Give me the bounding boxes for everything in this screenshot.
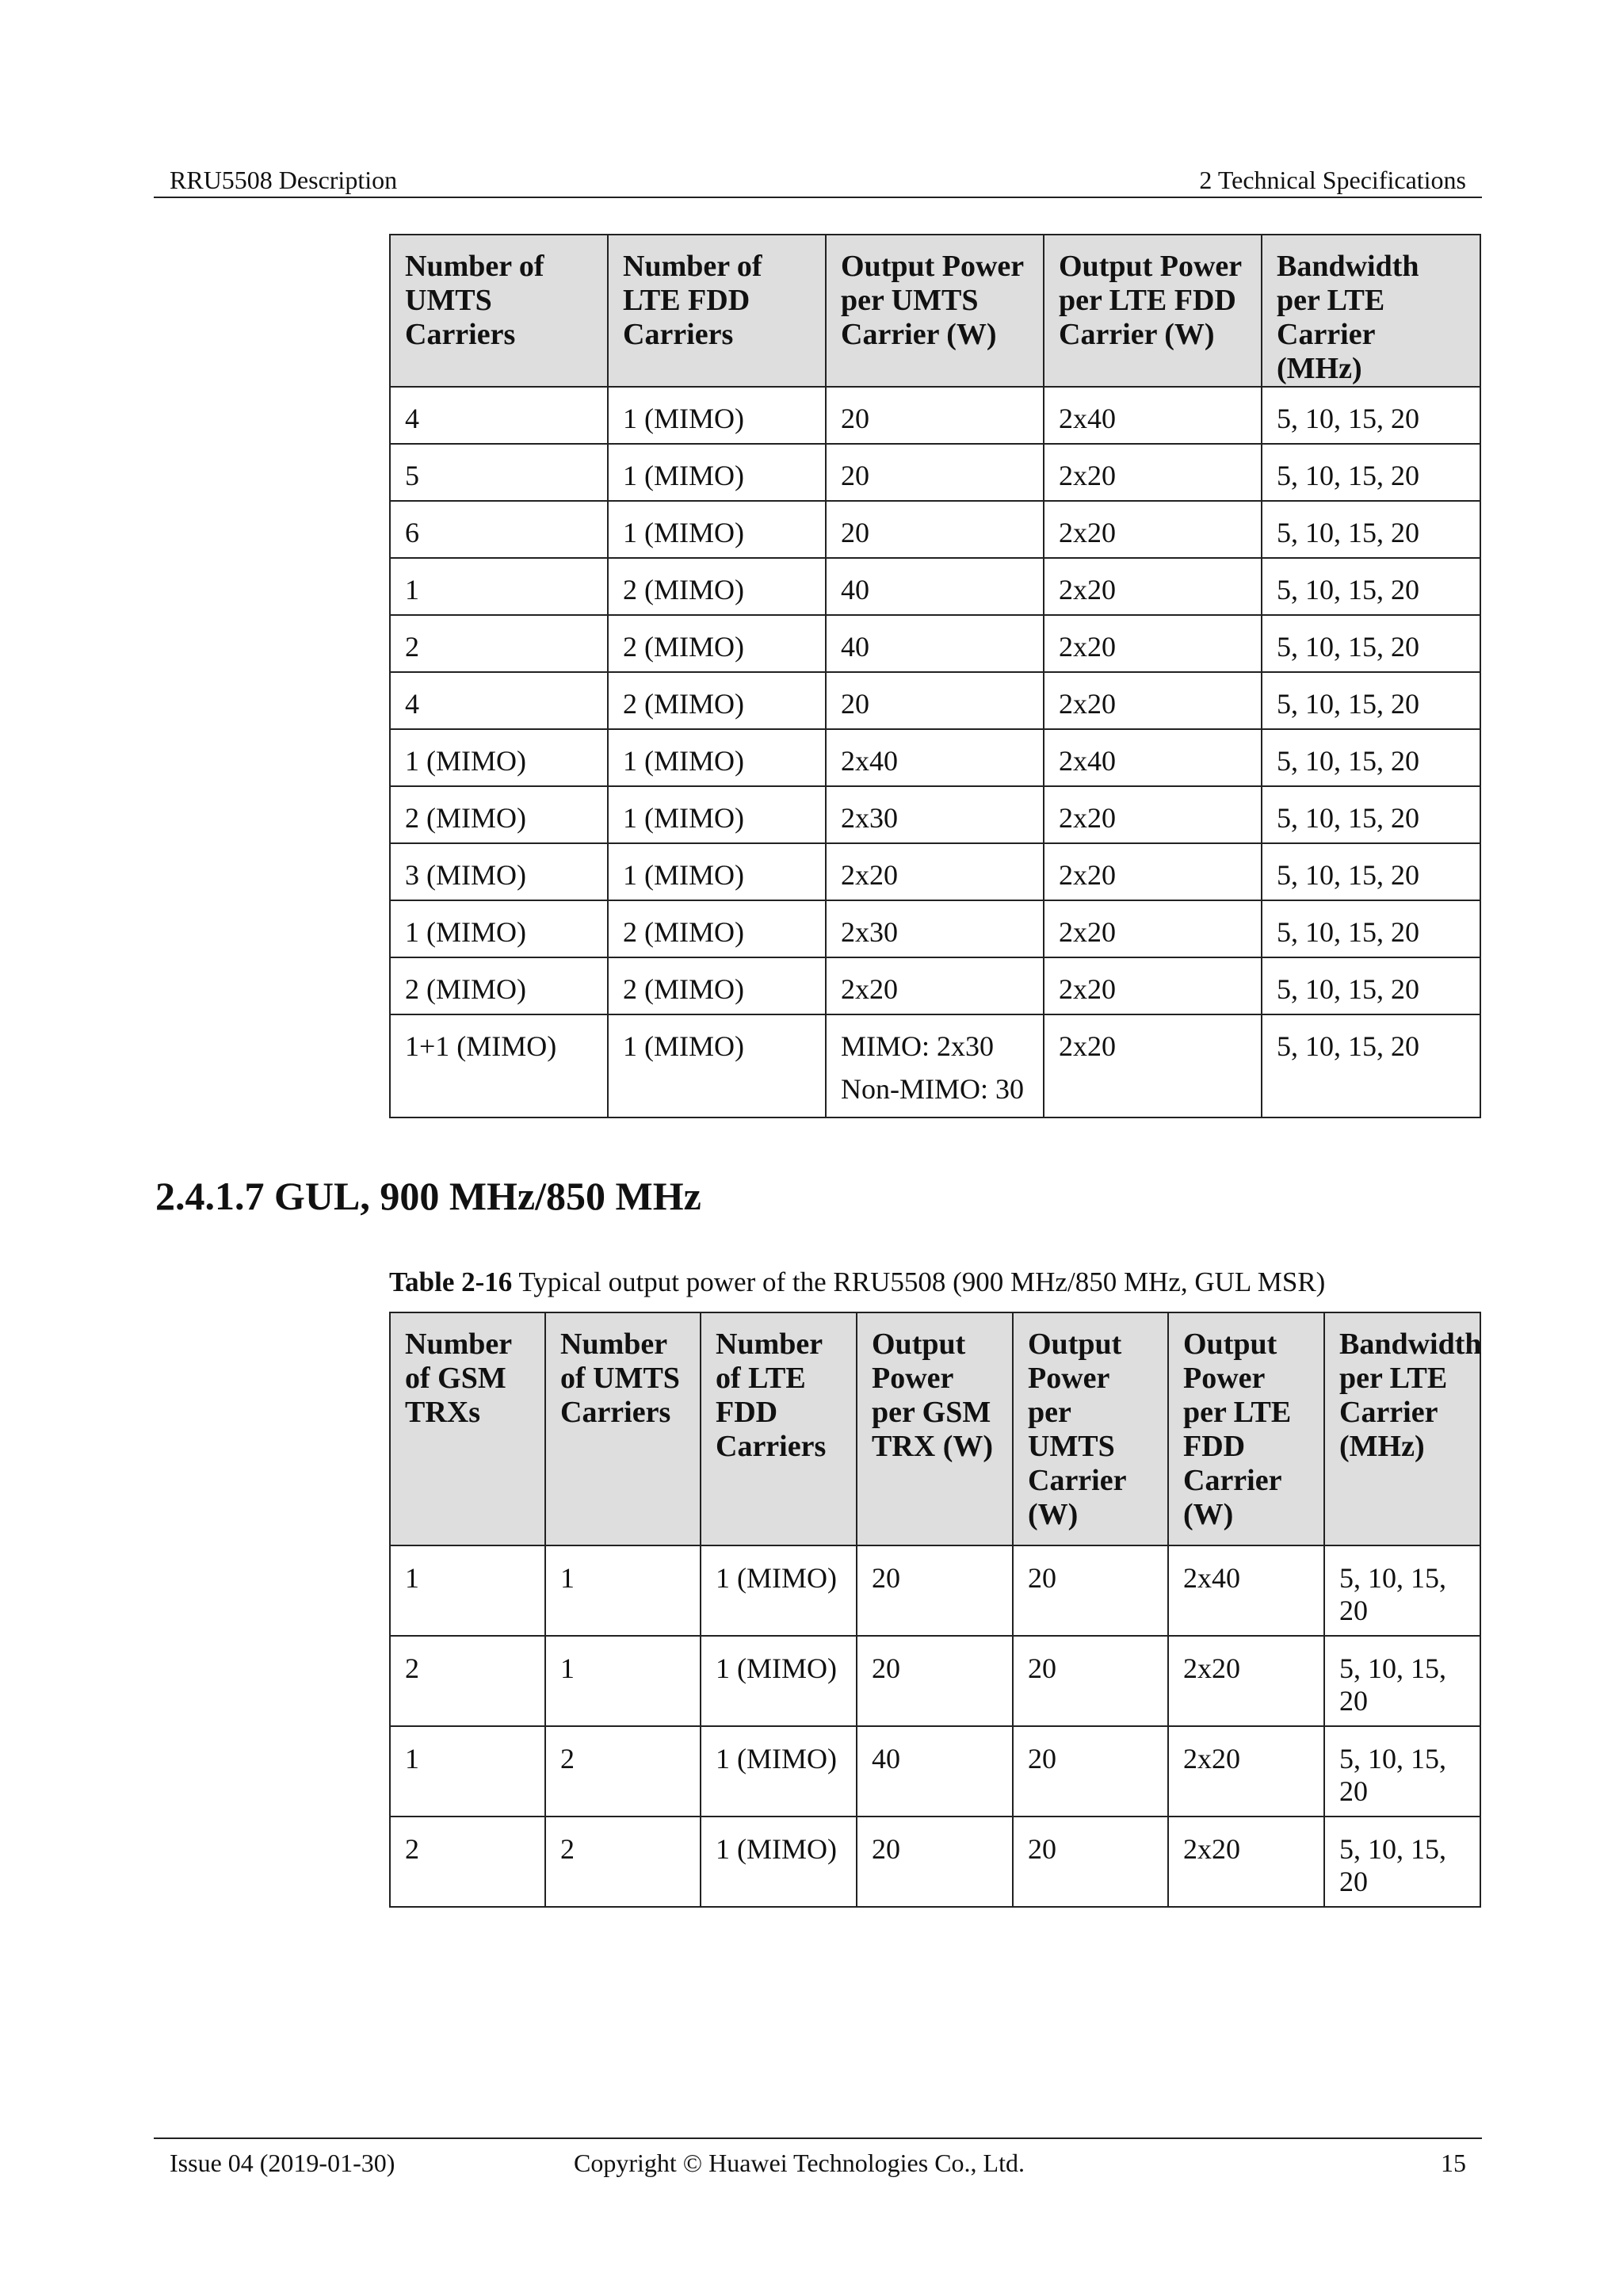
table-cell: 1 (MIMO): [608, 444, 826, 501]
table-cell: 20: [1013, 1817, 1168, 1907]
table-cell: 5, 10, 15, 20: [1262, 957, 1480, 1014]
table-cell: 2x20: [826, 843, 1044, 900]
table-row: [390, 1545, 1480, 1636]
table-cell: 2x20: [1044, 672, 1262, 729]
table-cell: 1 (MIMO): [608, 501, 826, 558]
table-cell: 1: [390, 1726, 545, 1817]
table-cell: 1 (MIMO): [390, 900, 608, 957]
table-cell: 20: [826, 672, 1044, 729]
table-cell: 2: [545, 1817, 701, 1907]
table-caption: [389, 1266, 1325, 1298]
table-cell: 20: [1013, 1726, 1168, 1817]
table-cell: 1 (MIMO): [608, 387, 826, 444]
issue-date: Issue 04 (2019-01-30): [170, 2149, 395, 2177]
column-header: Number of UMTS Carriers: [545, 1312, 701, 1545]
table-cell: 2 (MIMO): [608, 957, 826, 1014]
table-cell: 4: [390, 387, 608, 444]
table-cell: 5, 10, 15, 20: [1262, 558, 1480, 615]
table-cell: 2 (MIMO): [608, 558, 826, 615]
table-cell: 2x30: [826, 900, 1044, 957]
umts-lte-output-power-table: [389, 234, 1481, 1118]
column-header: Output Power per GSM TRX (W): [857, 1312, 1013, 1545]
table-cell: 2x20: [1044, 558, 1262, 615]
column-header: Output Power per UMTS Carrier (W): [826, 235, 1044, 387]
table-cell: 2x20: [1044, 843, 1262, 900]
table-row: [390, 444, 1480, 501]
table-cell: 2: [390, 615, 608, 672]
table-cell: 5, 10, 15, 20: [1324, 1817, 1480, 1907]
column-header: Number of UMTS Carriers: [390, 235, 608, 387]
table-row: [390, 501, 1480, 558]
table-cell: 6: [390, 501, 608, 558]
table-cell: 5, 10, 15, 20: [1262, 672, 1480, 729]
table-cell: 1 (MIMO): [608, 786, 826, 843]
table-row: [390, 786, 1480, 843]
table-cell: 2x20: [1044, 900, 1262, 957]
table-cell: 2x20: [1044, 1014, 1262, 1117]
column-header: Output Power per LTE FDD Carrier (W): [1044, 235, 1262, 387]
table-cell: 5, 10, 15, 20: [1324, 1726, 1480, 1817]
column-header: Number of LTE FDD Carriers: [608, 235, 826, 387]
table-cell: 20: [857, 1817, 1013, 1907]
table-row: [390, 1636, 1480, 1726]
page-footer: [154, 2137, 1482, 2177]
table-cell: 5, 10, 15, 20: [1262, 900, 1480, 957]
table-row: [390, 672, 1480, 729]
table-cell: 20: [857, 1545, 1013, 1636]
table-cell: 5, 10, 15, 20: [1324, 1545, 1480, 1636]
table-cell: 1 (MIMO): [701, 1636, 857, 1726]
document-title: RRU5508 Description: [170, 166, 398, 194]
table-cell: 40: [826, 558, 1044, 615]
table-cell: 2x20: [1168, 1636, 1324, 1726]
table-cell: 2x20: [1044, 957, 1262, 1014]
table-row: [390, 729, 1480, 786]
table-cell: 20: [826, 501, 1044, 558]
table-cell: 4: [390, 672, 608, 729]
table-cell: 2 (MIMO): [390, 957, 608, 1014]
table-cell: 5, 10, 15, 20: [1324, 1636, 1480, 1726]
table-cell: 2x20: [826, 957, 1044, 1014]
table-header-row: [390, 1312, 1480, 1545]
table-cell: 2 (MIMO): [608, 672, 826, 729]
table-cell: 1 (MIMO): [701, 1817, 857, 1907]
table-cell: 2 (MIMO): [390, 786, 608, 843]
table-row: [390, 1014, 1480, 1117]
table-cell: 1 (MIMO): [608, 1014, 826, 1117]
table-cell: 5, 10, 15, 20: [1262, 387, 1480, 444]
table-cell: 5: [390, 444, 608, 501]
table-cell: 2x20: [1044, 444, 1262, 501]
table-cell: 2 (MIMO): [608, 615, 826, 672]
table-cell: 20: [1013, 1545, 1168, 1636]
table-cell: 2x40: [1168, 1545, 1324, 1636]
column-header: Bandwidth per LTE Carrier (MHz): [1262, 235, 1480, 387]
table-cell: 5, 10, 15, 20: [1262, 501, 1480, 558]
table-row: [390, 558, 1480, 615]
column-header: Output Power per LTE FDD Carrier (W): [1168, 1312, 1324, 1545]
table-cell: 1 (MIMO): [608, 843, 826, 900]
table-cell: 20: [1013, 1636, 1168, 1726]
table-cell: 2x20: [1168, 1817, 1324, 1907]
table-cell: 1: [390, 558, 608, 615]
table-cell: 1 (MIMO): [701, 1726, 857, 1817]
table-cell: 2: [390, 1636, 545, 1726]
table-cell: 40: [826, 615, 1044, 672]
table-row: [390, 843, 1480, 900]
table-cell: 2x20: [1044, 501, 1262, 558]
table-cell: 5, 10, 15, 20: [1262, 615, 1480, 672]
table-cell: 2x20: [1044, 786, 1262, 843]
table-cell: [826, 1014, 1044, 1117]
table-cell: 1: [545, 1636, 701, 1726]
section-heading: 2.4.1.7 GUL, 900 MHz/850 MHz: [155, 1174, 701, 1218]
table-row: [390, 1817, 1480, 1907]
cell-line: Non-MIMO: 30: [841, 1073, 1024, 1105]
table-cell: 2x30: [826, 786, 1044, 843]
column-header: Number of LTE FDD Carriers: [701, 1312, 857, 1545]
table-cell: 2x20: [1168, 1726, 1324, 1817]
copyright-notice: Copyright © Huawei Technologies Co., Ltd.: [574, 2149, 1025, 2177]
table-cell: 5, 10, 15, 20: [1262, 729, 1480, 786]
column-header: Output Power per UMTS Carrier (W): [1013, 1312, 1168, 1545]
gul-output-power-table: [389, 1312, 1481, 1908]
table-caption-text: Typical output power of the RRU5508 (900 MHz/850 MHz, GUL MSR): [512, 1266, 1326, 1297]
page-header: [154, 162, 1482, 198]
table-row: [390, 900, 1480, 957]
table-cell: 1: [545, 1545, 701, 1636]
table-cell: 5, 10, 15, 20: [1262, 843, 1480, 900]
table-cell: 20: [826, 387, 1044, 444]
table-cell: 1 (MIMO): [701, 1545, 857, 1636]
table-cell: 1: [390, 1545, 545, 1636]
table-cell: 20: [826, 444, 1044, 501]
table-cell: 2 (MIMO): [608, 900, 826, 957]
table-row: [390, 387, 1480, 444]
table-row: [390, 1726, 1480, 1817]
table-cell: 5, 10, 15, 20: [1262, 786, 1480, 843]
table-cell: 3 (MIMO): [390, 843, 608, 900]
table-cell: 2x40: [1044, 729, 1262, 786]
table-cell: 2: [390, 1817, 545, 1907]
table-header-row: [390, 235, 1480, 387]
column-header: Number of GSM TRXs: [390, 1312, 545, 1545]
table-cell: 1 (MIMO): [390, 729, 608, 786]
table-row: [390, 615, 1480, 672]
table-cell: 40: [857, 1726, 1013, 1817]
column-header: Bandwidth per LTE Carrier (MHz): [1324, 1312, 1480, 1545]
cell-line: MIMO: 2x30: [841, 1030, 995, 1062]
table-cell: 20: [857, 1636, 1013, 1726]
table-row: [390, 957, 1480, 1014]
chapter-title: 2 Technical Specifications: [1199, 166, 1466, 194]
table-cell: 5, 10, 15, 20: [1262, 1014, 1480, 1117]
table-caption-label: Table 2-16: [389, 1266, 513, 1297]
table-cell: 2x40: [826, 729, 1044, 786]
table-cell: 2x20: [1044, 615, 1262, 672]
table-cell: 5, 10, 15, 20: [1262, 444, 1480, 501]
table-cell: 1+1 (MIMO): [390, 1014, 608, 1117]
table-cell: 2x40: [1044, 387, 1262, 444]
table-cell: 1 (MIMO): [608, 729, 826, 786]
table-cell: 2: [545, 1726, 701, 1817]
page-number: 15: [1441, 2149, 1466, 2177]
